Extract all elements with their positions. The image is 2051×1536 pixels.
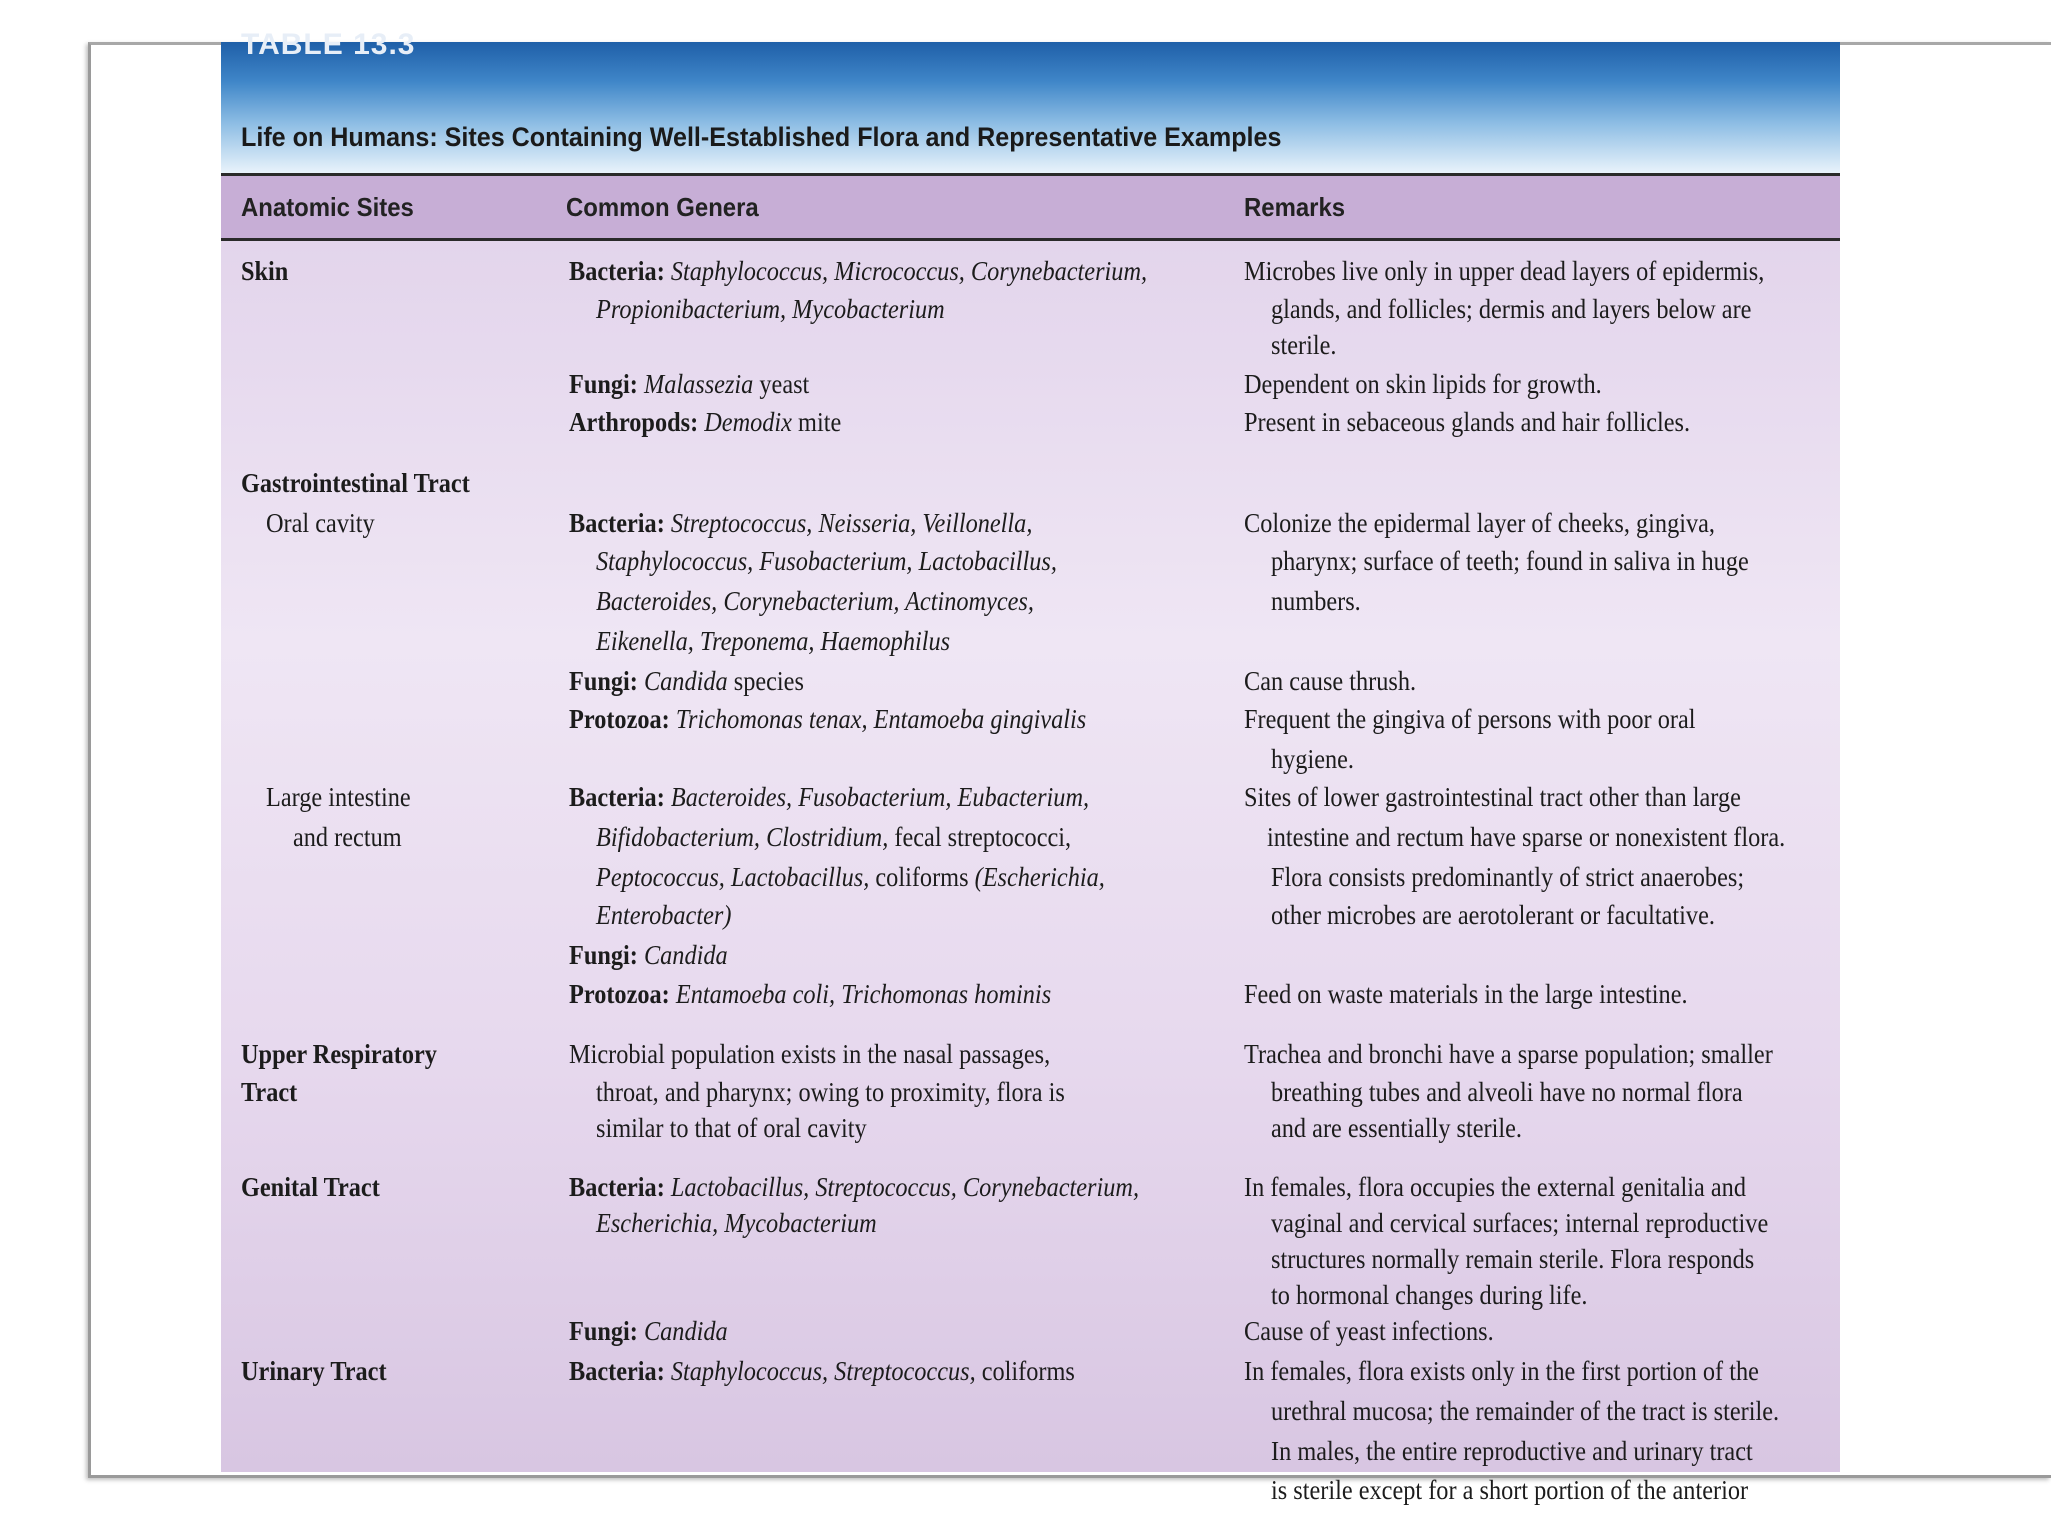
label-fungi: Fungi: bbox=[569, 940, 638, 970]
urinary-bacteria-line bbox=[569, 1352, 1075, 1390]
skin-arthropods-line bbox=[569, 403, 841, 441]
genera-text: Candida bbox=[643, 666, 728, 696]
genera-text: Candida bbox=[643, 1316, 728, 1346]
urinary-remark3: In males, the entire reproductive and urinary tract bbox=[1271, 1436, 1753, 1466]
large-fungi-line bbox=[569, 936, 728, 974]
genera-text: Lactobacillus, Streptococcus, Corynebacterium, bbox=[670, 1172, 1140, 1202]
genera-text: Staphylococcus, Fusobacterium, Lactobacillus, bbox=[596, 546, 1057, 576]
skin-bacteria-remark1: Microbes live only in upper dead layers of epidermis, bbox=[1244, 256, 1765, 286]
genera-text: Bacteroides, Fusobacterium, Eubacterium, bbox=[670, 782, 1090, 812]
genera-text: Trichomonas tenax, Entamoeba gingivalis bbox=[675, 704, 1087, 734]
genera-text: Enterobacter) bbox=[596, 900, 732, 930]
genera-text: Staphylococcus, Streptococcus, bbox=[670, 1356, 976, 1386]
oral-fungi-remark: Can cause thrush. bbox=[1244, 666, 1417, 696]
large-protozoa-line bbox=[569, 975, 1051, 1013]
oral-bacteria-line3 bbox=[596, 582, 1034, 620]
large-bacteria-line2 bbox=[596, 818, 1071, 856]
genital-bacteria-line1 bbox=[569, 1168, 1139, 1206]
genera-text: Candida bbox=[643, 940, 728, 970]
genera-text: Escherichia, Mycobacterium bbox=[596, 1208, 877, 1238]
oral-bacteria-line2 bbox=[596, 542, 1057, 580]
genera-text: Peptococcus, Lactobacillus, bbox=[596, 862, 870, 892]
header-anatomic-sites: Anatomic Sites bbox=[241, 192, 414, 222]
genital-bacteria-remark2: vaginal and cervical surfaces; internal reproductive bbox=[1271, 1208, 1769, 1238]
oral-protozoa-remark1: Frequent the gingiva of persons with poor oral bbox=[1244, 704, 1696, 734]
label-protozoa: Protozoa: bbox=[569, 704, 670, 734]
oral-bacteria-line1 bbox=[569, 504, 1032, 542]
label-bacteria: Bacteria: bbox=[569, 782, 665, 812]
skin-bacteria-remark2: glands, and follicles; dermis and layers below are bbox=[1271, 294, 1752, 324]
label-fungi: Fungi: bbox=[569, 1316, 638, 1346]
label-bacteria: Bacteria: bbox=[569, 256, 665, 286]
urinary-remark4: is sterile except for a short portion of the anterior bbox=[1271, 1475, 1749, 1505]
oral-fungi-line bbox=[569, 662, 804, 700]
genera-text: Bifidobacterium, Clostridium, bbox=[596, 822, 889, 852]
label-bacteria: Bacteria: bbox=[569, 1356, 665, 1386]
label-fungi: Fungi: bbox=[569, 369, 638, 399]
upper-resp-genera-line2: throat, and pharynx; owing to proximity, flora is bbox=[596, 1077, 1065, 1107]
label-bacteria: Bacteria: bbox=[569, 508, 665, 538]
upper-resp-remark3: and are essentially sterile. bbox=[1271, 1113, 1523, 1143]
oral-bacteria-remark3: numbers. bbox=[1271, 586, 1361, 616]
upper-resp-genera-line1: Microbial population exists in the nasal passages, bbox=[569, 1039, 1051, 1069]
genera-plain: fecal streptococci, bbox=[888, 822, 1072, 852]
oral-bacteria-remark1: Colonize the epidermal layer of cheeks, gingiva, bbox=[1244, 508, 1715, 538]
genera-text: Malassezia bbox=[643, 369, 754, 399]
genera-text: Entamoeba coli, Trichomonas hominis bbox=[675, 979, 1052, 1009]
urinary-remark2: urethral mucosa; the remainder of the tract is sterile. bbox=[1271, 1396, 1780, 1426]
urinary-remark1: In females, flora exists only in the first portion of the bbox=[1244, 1356, 1759, 1386]
label-protozoa: Protozoa: bbox=[569, 979, 670, 1009]
table-header-row bbox=[221, 176, 1840, 241]
table-title: Life on Humans: Sites Containing Well-Established Flora and Representative Examples bbox=[241, 122, 1282, 152]
genital-bacteria-remark1: In females, flora occupies the external genitalia and bbox=[1244, 1172, 1746, 1202]
large-bacteria-remark2: intestine and rectum have sparse or nonexistent flora. bbox=[1267, 822, 1786, 852]
site-genital-tract: Genital Tract bbox=[241, 1172, 380, 1202]
oral-protozoa-line bbox=[569, 700, 1086, 738]
site-upper-respiratory-line2: Tract bbox=[241, 1077, 298, 1107]
large-bacteria-line1 bbox=[569, 778, 1089, 816]
large-bacteria-remark1: Sites of lower gastrointestinal tract other than large bbox=[1244, 782, 1741, 812]
site-oral-cavity: Oral cavity bbox=[266, 508, 375, 538]
label-bacteria: Bacteria: bbox=[569, 1172, 665, 1202]
genera-text: Propionibacterium, Mycobacterium bbox=[596, 294, 945, 324]
upper-resp-remark1: Trachea and bronchi have a sparse population; smaller bbox=[1244, 1039, 1773, 1069]
site-gastrointestinal-tract: Gastrointestinal Tract bbox=[241, 468, 470, 498]
genital-fungi-remark: Cause of yeast infections. bbox=[1244, 1316, 1494, 1346]
genera-suffix: mite bbox=[791, 407, 842, 437]
header-common-genera: Common Genera bbox=[566, 192, 759, 222]
large-bacteria-remark3: Flora consists predominantly of strict anaerobes; bbox=[1271, 862, 1745, 892]
label-fungi: Fungi: bbox=[569, 666, 638, 696]
table-title-band bbox=[221, 28, 1840, 176]
skin-fungi-remark: Dependent on skin lipids for growth. bbox=[1244, 369, 1602, 399]
table-slide bbox=[221, 28, 1840, 1505]
genera-text: (Escherichia, bbox=[974, 862, 1105, 892]
genital-bacteria-line2 bbox=[596, 1204, 877, 1242]
label-arthropods: Arthropods: bbox=[569, 407, 699, 437]
site-skin: Skin bbox=[241, 256, 289, 286]
site-large-intestine-line1: Large intestine bbox=[266, 782, 411, 812]
genital-fungi-line bbox=[569, 1312, 728, 1350]
oral-bacteria-remark2: pharynx; surface of teeth; found in saliva in huge bbox=[1271, 546, 1749, 576]
skin-bacteria-line1 bbox=[569, 252, 1147, 290]
genera-suffix: yeast bbox=[753, 369, 810, 399]
genera-text: Eikenella, Treponema, Haemophilus bbox=[596, 626, 951, 656]
genera-suffix: species bbox=[727, 666, 804, 696]
upper-resp-genera-line3: similar to that of oral cavity bbox=[596, 1113, 867, 1143]
large-bacteria-line4 bbox=[596, 896, 731, 934]
table-number: TABLE 13.3 bbox=[241, 28, 416, 61]
genital-bacteria-remark4: to hormonal changes during life. bbox=[1271, 1280, 1588, 1310]
skin-bacteria-remark3: sterile. bbox=[1271, 330, 1337, 360]
skin-arthropods-remark: Present in sebaceous glands and hair follicles. bbox=[1244, 407, 1691, 437]
genital-bacteria-remark3: structures normally remain sterile. Flora responds bbox=[1271, 1244, 1755, 1274]
genera-text: Staphylococcus, Micrococcus, Corynebacterium, bbox=[670, 256, 1148, 286]
genera-plain: coliforms bbox=[869, 862, 975, 892]
genera-suffix: coliforms bbox=[975, 1356, 1075, 1386]
skin-fungi-line bbox=[569, 365, 809, 403]
large-bacteria-line3 bbox=[596, 858, 1105, 896]
oral-bacteria-line4 bbox=[596, 622, 950, 660]
genera-text: Bacteroides, Corynebacterium, Actinomyces, bbox=[596, 586, 1034, 616]
oral-protozoa-remark2: hygiene. bbox=[1271, 744, 1355, 774]
large-bacteria-remark4: other microbes are aerotolerant or facultative. bbox=[1271, 900, 1715, 930]
site-upper-respiratory-line1: Upper Respiratory bbox=[241, 1039, 437, 1069]
genera-text: Streptococcus, Neisseria, Veillonella, bbox=[670, 508, 1033, 538]
site-urinary-tract: Urinary Tract bbox=[241, 1356, 387, 1386]
upper-resp-remark2: breathing tubes and alveoli have no normal flora bbox=[1271, 1077, 1743, 1107]
header-remarks: Remarks bbox=[1244, 192, 1346, 222]
site-large-intestine-line2: and rectum bbox=[293, 822, 402, 852]
large-protozoa-remark: Feed on waste materials in the large intestine. bbox=[1244, 979, 1688, 1009]
genera-text: Demodix bbox=[704, 407, 792, 437]
skin-bacteria-line2 bbox=[596, 290, 945, 328]
